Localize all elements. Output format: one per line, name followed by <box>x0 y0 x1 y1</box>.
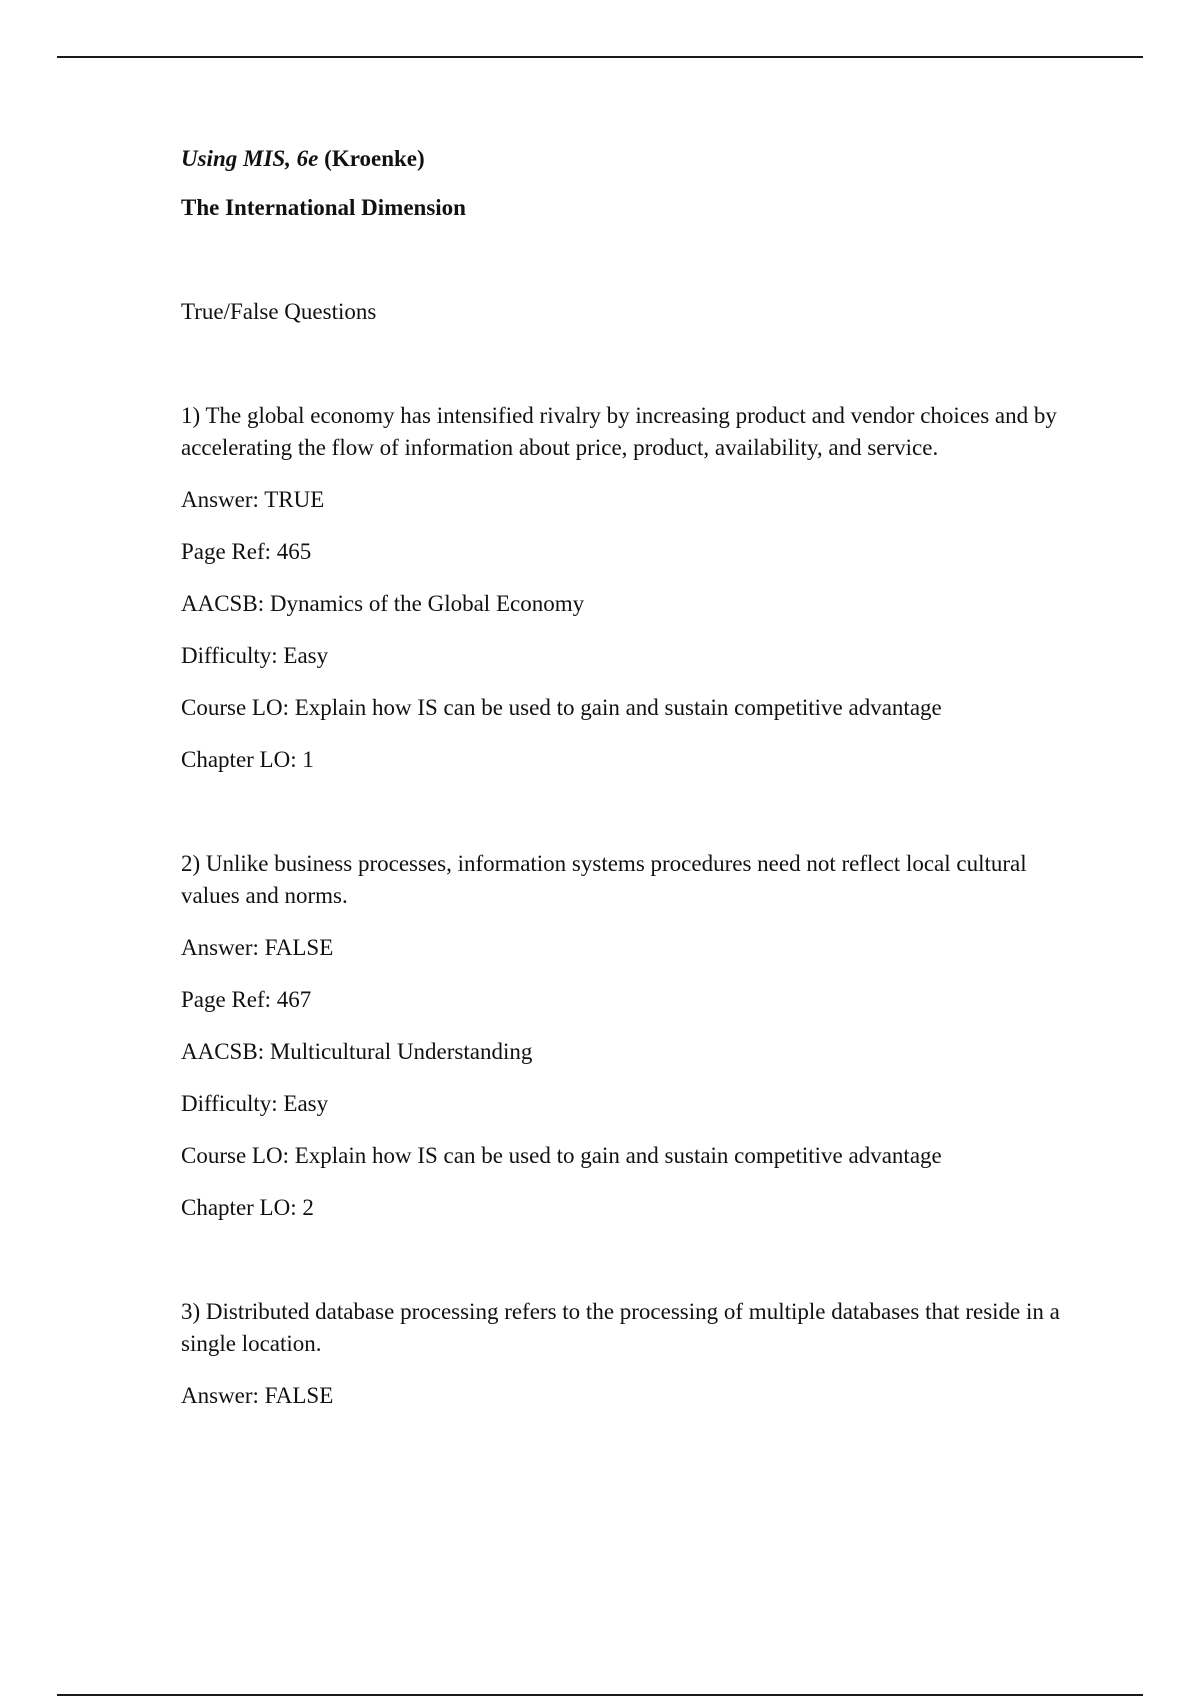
chapter-lo: Chapter LO: 1 <box>181 747 314 772</box>
document-body <box>181 143 1081 1412</box>
chapter-lo: Chapter LO: 2 <box>181 1195 314 1220</box>
page-ref: Page Ref: 467 <box>181 987 312 1012</box>
book-title: Using MIS, 6e <box>181 146 319 171</box>
chapter-title: The International Dimension <box>181 195 466 220</box>
question-2 <box>181 848 1081 1224</box>
difficulty: Difficulty: Easy <box>181 1091 329 1116</box>
answer: Answer: FALSE <box>181 935 334 960</box>
aacsb: AACSB: Multicultural Understanding <box>181 1039 533 1064</box>
question-text: 1) The global economy has intensified rivalry by increasing product and vendor choices and by accelerating the flow of information about price, product, availability, and service. <box>181 403 1057 460</box>
top-rule <box>57 56 1143 58</box>
course-lo: Course LO: Explain how IS can be used to gain and sustain competitive advantage <box>181 1143 942 1168</box>
question-1 <box>181 400 1081 776</box>
question-text: 3) Distributed database processing refers to the processing of multiple databases that reside in a single location. <box>181 1299 1060 1356</box>
difficulty: Difficulty: Easy <box>181 643 329 668</box>
bottom-rule <box>57 1694 1143 1696</box>
section-heading: True/False Questions <box>181 299 377 324</box>
author: (Kroenke) <box>324 146 425 171</box>
answer: Answer: FALSE <box>181 1383 334 1408</box>
question-text: 2) Unlike business processes, information systems procedures need not reflect local cultural values and norms. <box>181 851 1027 908</box>
course-lo: Course LO: Explain how IS can be used to gain and sustain competitive advantage <box>181 695 942 720</box>
page-ref: Page Ref: 465 <box>181 539 312 564</box>
question-3 <box>181 1296 1081 1412</box>
document-title <box>181 143 1081 175</box>
aacsb: AACSB: Dynamics of the Global Economy <box>181 591 585 616</box>
answer: Answer: TRUE <box>181 487 325 512</box>
